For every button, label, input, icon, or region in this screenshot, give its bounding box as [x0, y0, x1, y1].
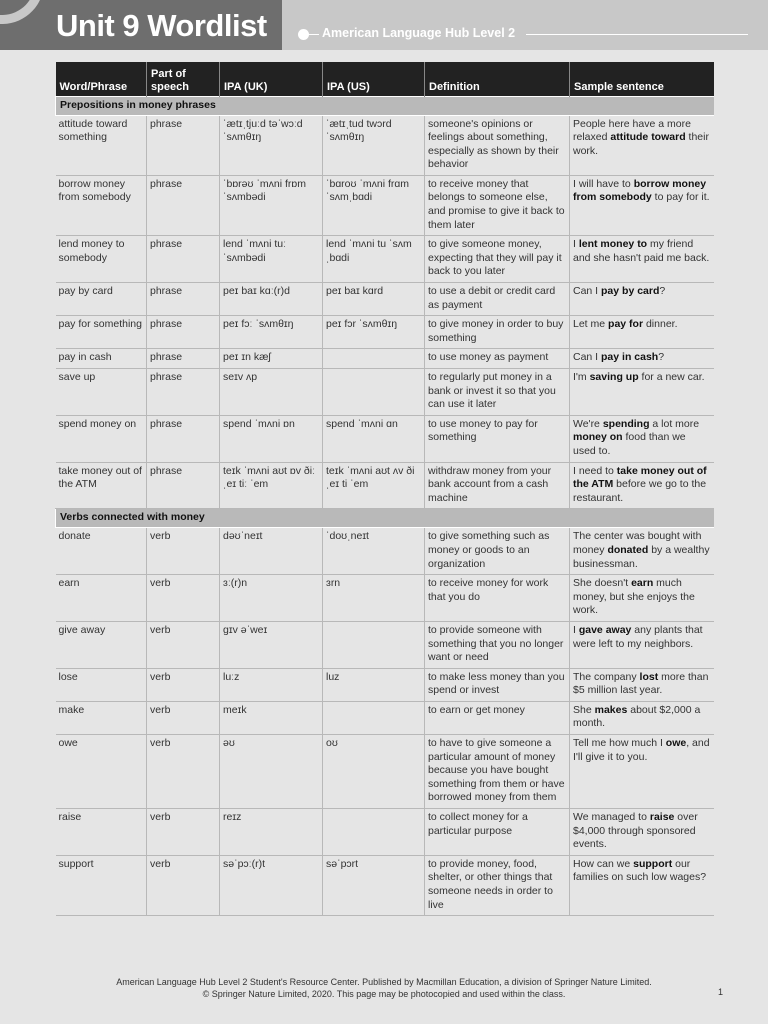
cell-ipa-uk: reɪz [220, 809, 323, 856]
cell-word: lose [56, 668, 147, 701]
cell-part-of-speech: verb [147, 701, 220, 734]
table-header-row [56, 62, 714, 96]
cell-definition: to have to give someone a particular amount of money because you have bought something from them or have borrowed money from them [425, 735, 570, 809]
cell-ipa-uk: səˈpɔː(r)t [220, 855, 323, 915]
sentence-text: food than we used to. [573, 431, 686, 457]
cell-sample-sentence [570, 735, 714, 809]
cell-ipa-us: səˈpɔrt [323, 855, 425, 915]
table-row [56, 316, 714, 349]
cell-definition: to make less money than you spend or invest [425, 668, 570, 701]
cell-ipa-us: peɪ fɔr ˈsʌmθɪŋ [323, 316, 425, 349]
cell-definition: to use a debit or credit card as payment [425, 283, 570, 316]
cell-ipa-uk: seɪv ʌp [220, 369, 323, 416]
cell-word: make [56, 701, 147, 734]
cell-sample-sentence [570, 369, 714, 416]
cell-part-of-speech: phrase [147, 115, 220, 175]
table-row [56, 701, 714, 734]
cell-ipa-us: oʊ [323, 735, 425, 809]
cell-part-of-speech: phrase [147, 316, 220, 349]
page-header [0, 0, 768, 50]
cell-part-of-speech: phrase [147, 369, 220, 416]
column-header-sample: Sample sentence [570, 62, 714, 96]
cell-sample-sentence [570, 855, 714, 915]
cell-definition: to regularly put money in a bank or invest it so that you can use it later [425, 369, 570, 416]
sentence-text: Let me [573, 318, 609, 331]
table-row [56, 236, 714, 283]
cell-definition: to receive money that belongs to someone else, and promise to give it back to them later [425, 175, 570, 235]
highlighted-phrase: money on [573, 431, 623, 444]
cell-ipa-us: luz [323, 668, 425, 701]
table-row [56, 621, 714, 668]
highlighted-phrase: take money out of the ATM [573, 464, 707, 491]
cell-part-of-speech: verb [147, 575, 220, 622]
column-header-pos: Part of speech [147, 62, 220, 96]
sentence-text: about $2,000 a month. [573, 703, 701, 730]
cell-ipa-uk: peɪ fɔː ˈsʌmθɪŋ [220, 316, 323, 349]
cell-definition: to give something such as money or goods to an organization [425, 528, 570, 575]
divider-line [307, 34, 319, 35]
cell-sample-sentence [570, 236, 714, 283]
sentence-text: She [573, 703, 595, 716]
highlighted-phrase: lent money to [578, 238, 648, 251]
highlighted-phrase: spending [602, 417, 650, 430]
cell-word: owe [56, 735, 147, 809]
highlighted-phrase: pay in cash [601, 351, 659, 364]
cell-sample-sentence [570, 316, 714, 349]
cell-word: attitude toward something [56, 115, 147, 175]
sentence-text: I [573, 238, 579, 251]
section-header-row [56, 96, 714, 115]
sentence-text: The company [573, 670, 640, 683]
sentence-text: How can we [573, 857, 634, 870]
footer-copyright-line: © Springer Nature Limited, 2020. This page may be photocopied and used within the class. [202, 989, 566, 999]
cell-sample-sentence [570, 175, 714, 235]
cell-ipa-us: ɜrn [323, 575, 425, 622]
column-header-ipa-us: IPA (US) [323, 62, 425, 96]
highlighted-phrase: earn [631, 577, 654, 590]
cell-part-of-speech: phrase [147, 349, 220, 369]
sentence-text: I need to [573, 464, 617, 477]
highlighted-phrase: support [633, 857, 673, 870]
cell-word: pay in cash [56, 349, 147, 369]
cell-definition: to provide someone with something that you no longer want or need [425, 621, 570, 668]
cell-part-of-speech: phrase [147, 283, 220, 316]
level-text: American Language Hub Level 2 [322, 26, 516, 40]
cell-ipa-us [323, 701, 425, 734]
sentence-text: for a new car. [638, 371, 705, 383]
cell-ipa-us: ˈdoʊˌneɪt [323, 528, 425, 575]
cell-sample-sentence [570, 415, 714, 462]
sentence-text: before we go to the restaurant. [573, 478, 707, 504]
table-row [56, 283, 714, 316]
cell-sample-sentence [570, 701, 714, 734]
sentence-text: Can I [573, 285, 602, 298]
cell-part-of-speech: phrase [147, 415, 220, 462]
cell-ipa-us: teɪk ˈmʌni aʊt ʌv ði ˌeɪ ti ˈem [323, 462, 425, 509]
cell-word: pay by card [56, 283, 147, 316]
cell-ipa-uk: lend ˈmʌni tuː ˈsʌmbədi [220, 236, 323, 283]
cell-word: raise [56, 809, 147, 856]
highlighted-phrase: pay by card [601, 285, 660, 298]
table-row [56, 668, 714, 701]
sentence-text: Can I [573, 351, 602, 364]
section-title: Verbs connected with money [56, 509, 714, 528]
corner-arc-decoration [0, 0, 51, 31]
cell-word: take money out of the ATM [56, 462, 147, 509]
cell-part-of-speech: phrase [147, 236, 220, 283]
cell-definition: to give someone money, expecting that they will pay it back to you later [425, 236, 570, 283]
cell-ipa-uk: luːz [220, 668, 323, 701]
highlighted-phrase: gave away [578, 623, 632, 636]
sentence-text: I will have to [573, 177, 634, 190]
cell-word: lend money to somebody [56, 236, 147, 283]
column-header-word: Word/Phrase [56, 62, 147, 96]
cell-ipa-uk: ɡɪv əˈweɪ [220, 621, 323, 668]
cell-word: save up [56, 369, 147, 416]
cell-word: donate [56, 528, 147, 575]
cell-ipa-uk: dəʊˈneɪt [220, 528, 323, 575]
cell-sample-sentence [570, 283, 714, 316]
sentence-text: We managed to [573, 811, 650, 824]
cell-ipa-us [323, 621, 425, 668]
sentence-text: much money, but she enjoys the work. [573, 577, 695, 617]
cell-word: give away [56, 621, 147, 668]
highlighted-phrase: raise [649, 811, 675, 824]
cell-sample-sentence [570, 528, 714, 575]
section-title: Prepositions in money phrases [56, 96, 714, 115]
cell-part-of-speech: verb [147, 668, 220, 701]
cell-part-of-speech: verb [147, 621, 220, 668]
sentence-text: I [573, 623, 579, 636]
cell-part-of-speech: phrase [147, 175, 220, 235]
cell-sample-sentence [570, 575, 714, 622]
cell-ipa-us: peɪ baɪ kɑrd [323, 283, 425, 316]
cell-word: pay for something [56, 316, 147, 349]
page-title: Unit 9 Wordlist [56, 8, 267, 43]
table-row [56, 855, 714, 915]
sentence-text: to pay for it. [651, 191, 710, 204]
cell-definition: to provide money, food, shelter, or other things that someone needs in order to live [425, 855, 570, 915]
highlighted-phrase: lost [639, 670, 659, 683]
table-row [56, 369, 714, 416]
highlighted-phrase: owe [665, 737, 687, 750]
sentence-text: ? [658, 351, 665, 364]
table-row [56, 415, 714, 462]
cell-definition: to use money to pay for something [425, 415, 570, 462]
cell-ipa-us: spend ˈmʌni ɑn [323, 415, 425, 462]
table-row [56, 735, 714, 809]
sentence-text: our families on such low wages? [573, 857, 707, 884]
cell-sample-sentence [570, 462, 714, 509]
table-row [56, 528, 714, 575]
cell-ipa-uk: ˈbɒrəʊ ˈmʌni frɒm ˈsʌmbədi [220, 175, 323, 235]
cell-part-of-speech: phrase [147, 462, 220, 509]
cell-ipa-us: ˈætɪˌtud twɔrd ˈsʌmθɪŋ [323, 115, 425, 175]
cell-ipa-us: ˈbɑroʊ ˈmʌni frɑm ˈsʌmˌbɑdi [323, 175, 425, 235]
sentence-text: my friend and she hasn't paid me back. [573, 238, 710, 264]
cell-sample-sentence [570, 621, 714, 668]
highlighted-phrase: saving up [589, 371, 639, 383]
cell-ipa-uk: ɜː(r)n [220, 575, 323, 622]
cell-ipa-us [323, 349, 425, 369]
page-footer [0, 976, 768, 1000]
column-header-ipa-uk: IPA (UK) [220, 62, 323, 96]
cell-ipa-uk: meɪk [220, 701, 323, 734]
cell-word: earn [56, 575, 147, 622]
cell-sample-sentence [570, 668, 714, 701]
table-row [56, 809, 714, 856]
sentence-text: Tell me how much I [573, 737, 666, 750]
highlighted-phrase: makes [594, 703, 628, 716]
sentence-text: We're [573, 417, 603, 430]
highlighted-phrase: attitude toward [610, 131, 686, 144]
table-row [56, 115, 714, 175]
sentence-text: any plants that were left to my neighbors. [573, 623, 703, 650]
sentence-text: ? [659, 285, 666, 298]
cell-definition: to collect money for a particular purpose [425, 809, 570, 856]
table-row [56, 175, 714, 235]
title-banner [0, 0, 282, 50]
cell-sample-sentence [570, 809, 714, 856]
sentence-text: by a wealthy businessman. [573, 543, 710, 570]
cell-ipa-uk: peɪ ɪn kæʃ [220, 349, 323, 369]
sentence-text: The center was bought with money [573, 530, 702, 556]
highlighted-phrase: donated [607, 543, 649, 556]
sentence-text: their work. [573, 131, 709, 157]
cell-part-of-speech: verb [147, 855, 220, 915]
cell-ipa-uk: əʊ [220, 735, 323, 809]
section-header-row [56, 509, 714, 528]
sentence-text: a lot more [649, 417, 700, 430]
divider-line [526, 34, 748, 35]
table-row [56, 575, 714, 622]
cell-ipa-uk: peɪ baɪ kɑː(r)d [220, 283, 323, 316]
sentence-text: People here have a more relaxed [573, 117, 691, 144]
cell-ipa-uk: spend ˈmʌni ɒn [220, 415, 323, 462]
highlighted-phrase: borrow money from somebody [573, 177, 707, 204]
cell-definition: to give money in order to buy something [425, 316, 570, 349]
cell-part-of-speech: verb [147, 809, 220, 856]
cell-definition: to use money as payment [425, 349, 570, 369]
sentence-text: , and I'll give it to you. [573, 737, 710, 763]
cell-ipa-uk: ˈætɪˌtjuːd təˈwɔːd ˈsʌmθɪŋ [220, 115, 323, 175]
cell-word: spend money on [56, 415, 147, 462]
cell-definition: withdraw money from your bank account from a cash machine [425, 462, 570, 509]
cell-ipa-us [323, 369, 425, 416]
cell-word: support [56, 855, 147, 915]
table-body [56, 96, 714, 916]
table-row [56, 462, 714, 509]
cell-word: borrow money from somebody [56, 175, 147, 235]
highlighted-phrase: pay for [608, 318, 644, 331]
footer-publisher-line: American Language Hub Level 2 Student's Resource Center. Published by Macmillan Education, a division of Springer Nature Limited. [116, 977, 652, 987]
cell-definition: to receive money for work that you do [425, 575, 570, 622]
cell-ipa-uk: teɪk ˈmʌni aʊt ɒv ðiː ˌeɪ tiː ˈem [220, 462, 323, 509]
wordlist-table [55, 62, 714, 916]
cell-ipa-us: lend ˈmʌni tu ˈsʌmˌbɑdi [323, 236, 425, 283]
table-row [56, 349, 714, 369]
sentence-text: more than $5 million last year. [573, 670, 709, 697]
sentence-text: dinner. [643, 318, 678, 331]
sentence-text: over $4,000 through sponsored events. [573, 811, 698, 851]
cell-part-of-speech: verb [147, 528, 220, 575]
cell-definition: someone's opinions or feelings about something, especially as shown by their behavior [425, 115, 570, 175]
column-header-definition: Definition [425, 62, 570, 96]
page-number: 1 [718, 987, 724, 997]
cell-sample-sentence [570, 349, 714, 369]
cell-part-of-speech: verb [147, 735, 220, 809]
sentence-text: She doesn't [573, 577, 632, 590]
cell-definition: to earn or get money [425, 701, 570, 734]
sentence-text: I'm [573, 371, 590, 383]
cell-sample-sentence [570, 115, 714, 175]
cell-ipa-us [323, 809, 425, 856]
